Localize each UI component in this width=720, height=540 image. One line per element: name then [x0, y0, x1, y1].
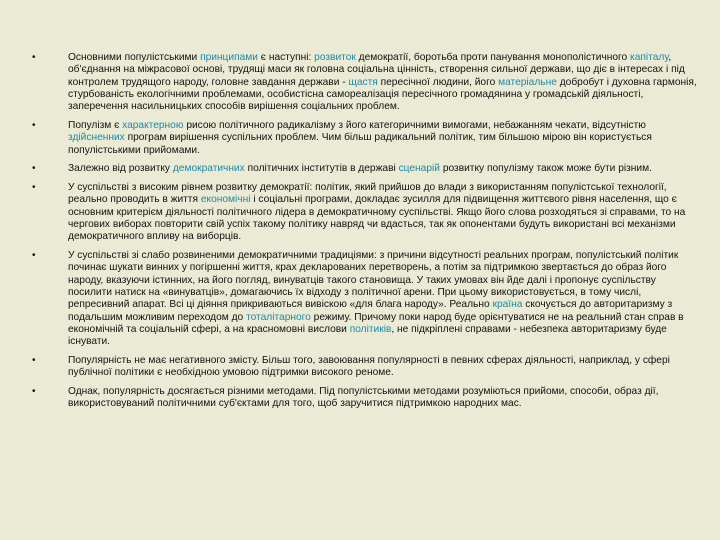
paragraph-text: і соціальні програми, докладає зусилля для підвищення життєвого рівня населення, що є основним критерієм діяльності політичного лідера в демократичному суспільстві. Якщо його слова розходяться зі справами, то на чергових виборах повторити свій успіх такому політику навряд чи вдасться, так як опонентами будуть використані всі механізми демократичного впливу на виборців.: [68, 194, 686, 243]
keyword-link: тоталітарного: [246, 311, 311, 323]
keyword-link: країна: [492, 299, 523, 311]
paragraph-text: , об'єднання на міжрасової основі, трудящі маси як головна соціальна цінність, створення сильної держави, що діє в інтересах і під контролем трудящого народу, головне завдання держави -: [68, 52, 685, 88]
bullet-paragraph-2: [30, 120, 702, 157]
bullet-icon: •: [32, 386, 36, 398]
paragraph-text: демократії, боротьба проти панування монополістичного: [355, 52, 631, 63]
keyword-link: характерною: [122, 119, 184, 131]
keyword-link: політиків: [349, 323, 392, 335]
paragraph-text: політичних інститутів в державі: [244, 163, 399, 175]
keyword-link: капіталу: [630, 52, 669, 63]
bullet-paragraph-5: [30, 250, 702, 348]
bullet-icon: •: [32, 52, 36, 63]
paragraph-text: Залежно від розвитку: [68, 163, 173, 175]
bullet-icon: •: [32, 182, 36, 194]
paragraph-text: Популярність не має негативного змісту. Більш того, завоювання популярності в певних сферах діяльності, наприклад, у сфері публічної політики є необхідною умовою підтримки високого реноме.: [68, 355, 670, 379]
paragraph-text: Однак, популярність досягається різними методами. Під популістськими методами розуміються прийоми, способи, образ дії, використовуваний політичними суб'єктами для того, щоб заручитися підтримкою народних мас.: [68, 386, 659, 410]
paragraph-text: режиму. Причому поки народ буде орієнтуватися не на реальний стан справ в економічній та соціальній сфері, а на красномовні вислови: [68, 311, 684, 335]
keyword-link: принципами: [200, 52, 258, 63]
bullet-icon: •: [32, 163, 36, 175]
paragraph-text: пересічної людини, його: [377, 76, 499, 88]
keyword-link: сценарій: [398, 163, 440, 175]
paragraph-text: рисою політичного радикалізму з його категоричними вимогами, небажанням чекати, відсутністю: [183, 119, 646, 131]
paragraph-text: є наступні:: [257, 52, 315, 63]
paragraph-text: Основними популістськими: [68, 52, 201, 63]
keyword-link: щастя: [348, 76, 378, 88]
keyword-link: здійсненних: [68, 132, 125, 144]
bullet-icon: •: [32, 250, 36, 262]
bullet-paragraph-3: [30, 163, 702, 175]
paragraph-text: скочується до авторитаризму з подальшим можливим переходом до: [68, 299, 673, 323]
bullet-icon: •: [32, 355, 36, 367]
bullet-paragraph-1: [30, 52, 702, 113]
paragraph-text: Популізм є: [68, 119, 123, 131]
paragraph-text: У суспільстві зі слабо розвиненими демократичними традиціями: з причини відсутності реальних програм, популістський політик починає шукати винних у погіршенні життя, крах декларованих перетворень, а потім за підтримкою звертається до образ його народу, вказуючи істинних, на його погляд, винуватців такого становища. У таких умовах він йде далі і пропонує суспільству посилити натиск на «винуватців», домагаючись їх відходу з політичної арени. При цьому використовується, в тому числі, репресивний апарат. Всі ці діяння прикриваються вивіскою «для блага народу». Реально: [68, 250, 679, 311]
paragraph-text: добробут і духовна гармонія, стурбованість екологічними проблемами, особистісна самореалізація пересічного громадянина у громадській діяльності, заперечення насильницьких способів вирішення соціальних проблем.: [68, 76, 697, 113]
keyword-link: розвиток: [314, 52, 356, 63]
keyword-link: матеріальне: [498, 76, 557, 88]
paragraph-text: У суспільстві з високим рівнем розвитку демократії: політик, який прийшов до влади з використанням популістської технології, реально проводить в життя: [68, 182, 667, 206]
bullet-paragraph-4: [30, 182, 702, 243]
keyword-link: демократичних: [172, 163, 245, 175]
paragraph-text: програм вирішення суспільних проблем. Чим більш радикальний політик, тим більшою мірою він користується популістськими прийомами.: [68, 132, 652, 156]
bullet-icon: •: [32, 119, 36, 131]
bullet-paragraph-7: [30, 386, 702, 411]
keyword-link: економічні: [200, 194, 251, 206]
paragraph-text: розвитку популізму також може бути різним.: [439, 163, 652, 175]
bullet-list: [30, 52, 702, 417]
paragraph-text: , не підкріплені справами - небезпека авторитаризму буде існувати.: [68, 323, 667, 348]
bullet-paragraph-6: [30, 355, 702, 380]
